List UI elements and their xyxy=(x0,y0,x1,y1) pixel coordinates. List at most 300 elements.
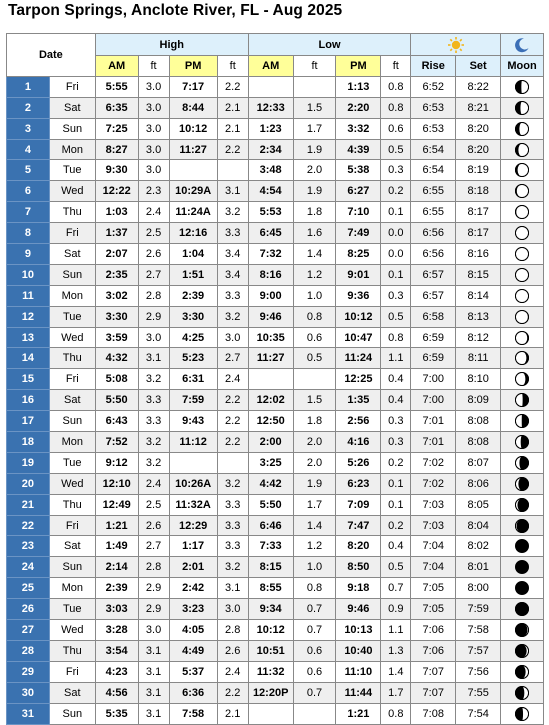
low-pm-height: 0.0 xyxy=(381,244,411,265)
low-am-height xyxy=(293,369,336,390)
moon-phase-icon xyxy=(514,559,530,575)
high-pm-height xyxy=(217,160,248,181)
low-pm-time: 11:24 xyxy=(336,348,381,369)
high-pm-time: 1:51 xyxy=(169,264,217,285)
high-am-height: 3.0 xyxy=(138,118,169,139)
high-pm-height: 2.1 xyxy=(217,97,248,118)
moon-phase-icon xyxy=(514,121,530,137)
low-pm-header: PM xyxy=(336,56,381,77)
moon-phase-cell xyxy=(501,452,544,473)
sunset-time: 8:14 xyxy=(456,285,501,306)
high-am-height: 3.1 xyxy=(138,682,169,703)
high-pm-height: 2.8 xyxy=(217,620,248,641)
moon-phase-cell xyxy=(501,181,544,202)
day-number: 9 xyxy=(7,244,50,265)
high-pm-time: 11:12 xyxy=(169,432,217,453)
header-row-1 xyxy=(7,34,544,56)
low-pm-time: 10:13 xyxy=(336,620,381,641)
low-am-time: 10:35 xyxy=(248,327,293,348)
high-am-time: 9:30 xyxy=(95,160,138,181)
low-am-header: AM xyxy=(248,56,293,77)
low-am-time: 4:42 xyxy=(248,473,293,494)
table-row xyxy=(7,139,544,160)
low-am-height: 2.0 xyxy=(293,452,336,473)
day-number: 21 xyxy=(7,494,50,515)
day-number: 19 xyxy=(7,452,50,473)
sunset-time: 8:11 xyxy=(456,348,501,369)
table-row xyxy=(7,640,544,661)
sunrise-time: 6:55 xyxy=(411,202,456,223)
weekday: Sat xyxy=(49,97,95,118)
low-pm-time: 7:10 xyxy=(336,202,381,223)
sunset-time: 8:17 xyxy=(456,202,501,223)
low-pm-height: 1.3 xyxy=(381,640,411,661)
table-row xyxy=(7,578,544,599)
moon-phase-cell xyxy=(501,264,544,285)
high-pm-height: 2.2 xyxy=(217,139,248,160)
high-am-height: 3.3 xyxy=(138,390,169,411)
table-row xyxy=(7,557,544,578)
low-am-height: 1.7 xyxy=(293,494,336,515)
low-pm-height: 0.1 xyxy=(381,264,411,285)
day-number: 24 xyxy=(7,557,50,578)
high-pm-time: 12:16 xyxy=(169,223,217,244)
sunset-time: 8:08 xyxy=(456,411,501,432)
weekday: Sat xyxy=(49,390,95,411)
moon-phase-icon xyxy=(514,434,530,450)
sunset-time: 8:20 xyxy=(456,139,501,160)
weekday: Mon xyxy=(49,139,95,160)
low-pm-height: 0.6 xyxy=(381,118,411,139)
moon-phase-cell xyxy=(501,97,544,118)
low-pm-height: 0.1 xyxy=(381,202,411,223)
high-am-height: 3.0 xyxy=(138,76,169,97)
low-pm-time: 7:47 xyxy=(336,515,381,536)
high-am-header: AM xyxy=(95,56,138,77)
high-am-time: 2:14 xyxy=(95,557,138,578)
moon-phase-icon xyxy=(514,580,530,596)
low-pm-height: 1.1 xyxy=(381,348,411,369)
low-pm-height: 0.8 xyxy=(381,327,411,348)
low-am-height: 0.6 xyxy=(293,640,336,661)
low-pm-height: 0.5 xyxy=(381,306,411,327)
moon-phase-icon xyxy=(514,497,530,513)
high-pm-height: 2.2 xyxy=(217,390,248,411)
high-am-time: 1:49 xyxy=(95,536,138,557)
table-row xyxy=(7,494,544,515)
sunrise-time: 6:56 xyxy=(411,244,456,265)
sunset-time: 8:04 xyxy=(456,515,501,536)
sunset-time: 7:59 xyxy=(456,599,501,620)
high-am-time: 6:43 xyxy=(95,411,138,432)
high-pm-time: 5:37 xyxy=(169,661,217,682)
low-am-height xyxy=(293,703,336,724)
low-pm-time: 2:56 xyxy=(336,411,381,432)
day-number: 23 xyxy=(7,536,50,557)
sunset-time: 8:21 xyxy=(456,97,501,118)
sunrise-time: 6:54 xyxy=(411,160,456,181)
moon-phase-cell xyxy=(501,76,544,97)
low-pm-time: 1:21 xyxy=(336,703,381,724)
day-number: 27 xyxy=(7,620,50,641)
moon-phase-cell xyxy=(501,223,544,244)
sunset-time: 8:13 xyxy=(456,306,501,327)
low-pm-height: 0.1 xyxy=(381,494,411,515)
high-am-height: 3.1 xyxy=(138,640,169,661)
high-am-height: 2.4 xyxy=(138,202,169,223)
high-pm-height: 3.2 xyxy=(217,306,248,327)
weekday: Fri xyxy=(49,369,95,390)
high-pm-height: 3.1 xyxy=(217,181,248,202)
sunrise-time: 7:02 xyxy=(411,473,456,494)
high-am-height: 3.1 xyxy=(138,703,169,724)
moon-phase-cell xyxy=(501,578,544,599)
high-am-time: 3:03 xyxy=(95,599,138,620)
high-pm-height xyxy=(217,452,248,473)
weekday: Mon xyxy=(49,432,95,453)
sunset-time: 8:20 xyxy=(456,118,501,139)
low-pm-time: 12:25 xyxy=(336,369,381,390)
day-number: 2 xyxy=(7,97,50,118)
low-pm-height: 0.4 xyxy=(381,390,411,411)
sunrise-time: 6:57 xyxy=(411,285,456,306)
high-pm-height: 3.4 xyxy=(217,244,248,265)
low-pm-height: 0.4 xyxy=(381,536,411,557)
low-pm-height: 0.9 xyxy=(381,599,411,620)
low-am-height: 1.4 xyxy=(293,244,336,265)
sunset-time: 7:55 xyxy=(456,682,501,703)
low-am-height: 0.6 xyxy=(293,661,336,682)
high-pm-time: 1:04 xyxy=(169,244,217,265)
table-row xyxy=(7,620,544,641)
high-pm-height: 3.4 xyxy=(217,264,248,285)
sunset-time: 8:10 xyxy=(456,369,501,390)
sunrise-time: 7:04 xyxy=(411,536,456,557)
moon-phase-cell xyxy=(501,244,544,265)
weekday: Wed xyxy=(49,620,95,641)
high-pm-time: 9:43 xyxy=(169,411,217,432)
low-am-height: 1.8 xyxy=(293,411,336,432)
moon-phase-cell xyxy=(501,515,544,536)
low-am-height: 0.5 xyxy=(293,348,336,369)
high-am-height: 3.0 xyxy=(138,620,169,641)
sun-icon xyxy=(447,36,465,54)
low-pm-height: 0.5 xyxy=(381,139,411,160)
low-am-time: 2:34 xyxy=(248,139,293,160)
table-row xyxy=(7,432,544,453)
sunrise-time: 7:05 xyxy=(411,578,456,599)
high-am-time: 12:22 xyxy=(95,181,138,202)
day-number: 30 xyxy=(7,682,50,703)
day-number: 16 xyxy=(7,390,50,411)
moon-phase-cell xyxy=(501,682,544,703)
high-pm-time: 3:23 xyxy=(169,599,217,620)
day-number: 31 xyxy=(7,703,50,724)
low-am-time: 12:02 xyxy=(248,390,293,411)
moon-phase-icon xyxy=(514,142,530,158)
sunrise-time: 7:01 xyxy=(411,411,456,432)
low-am-time: 9:00 xyxy=(248,285,293,306)
low-am-time: 12:50 xyxy=(248,411,293,432)
sunset-time: 8:17 xyxy=(456,223,501,244)
day-number: 28 xyxy=(7,640,50,661)
table-row xyxy=(7,181,544,202)
sunset-time: 8:08 xyxy=(456,432,501,453)
high-pm-time: 4:05 xyxy=(169,620,217,641)
moon-phase-icon xyxy=(514,392,530,408)
low-am-height: 0.8 xyxy=(293,306,336,327)
high-am-height: 3.3 xyxy=(138,411,169,432)
day-number: 29 xyxy=(7,661,50,682)
low-am-height: 1.7 xyxy=(293,118,336,139)
moon-phase-cell xyxy=(501,285,544,306)
table-row xyxy=(7,703,544,724)
low-pm-time: 7:49 xyxy=(336,223,381,244)
sunrise-time: 7:08 xyxy=(411,703,456,724)
day-number: 13 xyxy=(7,327,50,348)
low-am-time: 7:32 xyxy=(248,244,293,265)
high-am-height: 2.3 xyxy=(138,181,169,202)
table-row xyxy=(7,306,544,327)
sunrise-time: 7:03 xyxy=(411,494,456,515)
high-pm-height: 3.3 xyxy=(217,494,248,515)
crescent-moon-icon xyxy=(514,37,530,53)
weekday: Fri xyxy=(49,76,95,97)
moon-phase-cell xyxy=(501,369,544,390)
low-am-time: 11:32 xyxy=(248,661,293,682)
moon-phase-icon xyxy=(514,330,530,346)
high-pm-ft-header: ft xyxy=(217,56,248,77)
low-pm-height: 0.8 xyxy=(381,97,411,118)
weekday: Sun xyxy=(49,411,95,432)
moon-phase-cell xyxy=(501,536,544,557)
sunset-time: 8:18 xyxy=(456,181,501,202)
high-am-height: 2.4 xyxy=(138,473,169,494)
low-pm-time: 11:44 xyxy=(336,682,381,703)
sunrise-time: 7:07 xyxy=(411,661,456,682)
moon-phase-icon xyxy=(514,267,530,283)
low-pm-time: 4:39 xyxy=(336,139,381,160)
moon-phase-icon xyxy=(514,288,530,304)
low-am-height: 0.7 xyxy=(293,682,336,703)
sunrise-time: 7:00 xyxy=(411,390,456,411)
low-pm-height: 0.8 xyxy=(381,703,411,724)
low-am-height: 1.5 xyxy=(293,390,336,411)
day-number: 10 xyxy=(7,264,50,285)
low-pm-height: 0.5 xyxy=(381,557,411,578)
low-pm-height: 0.2 xyxy=(381,181,411,202)
low-pm-time: 4:16 xyxy=(336,432,381,453)
moon-phase-cell xyxy=(501,599,544,620)
moon-phase-icon xyxy=(514,518,530,534)
table-row xyxy=(7,264,544,285)
moon-phase-cell xyxy=(501,118,544,139)
sunrise-time: 6:59 xyxy=(411,327,456,348)
high-am-height: 3.1 xyxy=(138,661,169,682)
low-am-time: 10:12 xyxy=(248,620,293,641)
sunrise-time: 6:54 xyxy=(411,139,456,160)
low-am-time: 8:55 xyxy=(248,578,293,599)
sunrise-time: 6:59 xyxy=(411,348,456,369)
sunrise-time: 7:06 xyxy=(411,620,456,641)
low-am-time: 5:50 xyxy=(248,494,293,515)
high-am-height: 2.7 xyxy=(138,264,169,285)
low-am-height: 1.2 xyxy=(293,264,336,285)
high-am-time: 12:10 xyxy=(95,473,138,494)
high-pm-height: 3.3 xyxy=(217,223,248,244)
high-am-height: 2.6 xyxy=(138,515,169,536)
table-row xyxy=(7,661,544,682)
page-title: Tarpon Springs, Anclote River, FL - Aug 2025 xyxy=(8,2,343,19)
low-am-height: 0.7 xyxy=(293,599,336,620)
low-am-time: 5:53 xyxy=(248,202,293,223)
moon-phase-icon xyxy=(514,622,530,638)
moon-phase-cell xyxy=(501,202,544,223)
high-pm-height: 2.7 xyxy=(217,348,248,369)
high-am-time: 6:35 xyxy=(95,97,138,118)
high-header: High xyxy=(95,34,248,56)
low-pm-height: 0.3 xyxy=(381,285,411,306)
high-am-height: 3.2 xyxy=(138,452,169,473)
table-row xyxy=(7,97,544,118)
table-row xyxy=(7,244,544,265)
moon-phase-cell xyxy=(501,640,544,661)
moon-phase-icon xyxy=(514,476,530,492)
high-pm-time: 2:42 xyxy=(169,578,217,599)
high-pm-time xyxy=(169,160,217,181)
weekday: Fri xyxy=(49,661,95,682)
low-pm-height: 1.7 xyxy=(381,682,411,703)
day-number: 17 xyxy=(7,411,50,432)
high-am-time: 3:54 xyxy=(95,640,138,661)
low-am-time xyxy=(248,369,293,390)
low-pm-time: 9:01 xyxy=(336,264,381,285)
sunrise-time: 6:55 xyxy=(411,181,456,202)
table-row xyxy=(7,348,544,369)
high-pm-height: 3.2 xyxy=(217,202,248,223)
sunset-time: 8:19 xyxy=(456,160,501,181)
sunset-time: 8:09 xyxy=(456,390,501,411)
day-number: 25 xyxy=(7,578,50,599)
sunrise-time: 7:04 xyxy=(411,557,456,578)
moon-phase-icon xyxy=(514,350,530,366)
low-pm-height: 0.7 xyxy=(381,578,411,599)
high-am-height: 3.1 xyxy=(138,348,169,369)
day-number: 18 xyxy=(7,432,50,453)
high-pm-height: 3.0 xyxy=(217,327,248,348)
high-am-height: 3.0 xyxy=(138,97,169,118)
moon-phase-icon xyxy=(514,601,530,617)
day-number: 7 xyxy=(7,202,50,223)
low-am-time: 8:16 xyxy=(248,264,293,285)
low-pm-height: 0.4 xyxy=(381,369,411,390)
weekday: Sun xyxy=(49,703,95,724)
low-pm-height: 0.1 xyxy=(381,473,411,494)
high-pm-time: 11:27 xyxy=(169,139,217,160)
weekday: Fri xyxy=(49,223,95,244)
high-am-time: 2:35 xyxy=(95,264,138,285)
moon-phase-cell xyxy=(501,661,544,682)
high-pm-height: 2.2 xyxy=(217,76,248,97)
table-row xyxy=(7,202,544,223)
high-am-height: 2.5 xyxy=(138,223,169,244)
high-am-ft-header: ft xyxy=(138,56,169,77)
high-am-height: 2.6 xyxy=(138,244,169,265)
weekday: Tue xyxy=(49,306,95,327)
sunrise-time: 7:07 xyxy=(411,682,456,703)
sunset-time: 8:02 xyxy=(456,536,501,557)
sunset-time: 8:00 xyxy=(456,578,501,599)
low-pm-time: 8:25 xyxy=(336,244,381,265)
low-am-height: 1.0 xyxy=(293,285,336,306)
weekday: Sat xyxy=(49,244,95,265)
moon-phase-icon xyxy=(514,685,530,701)
table-row xyxy=(7,390,544,411)
sunrise-time: 6:52 xyxy=(411,76,456,97)
low-am-time: 2:00 xyxy=(248,432,293,453)
weekday: Thu xyxy=(49,202,95,223)
sunrise-time: 7:02 xyxy=(411,452,456,473)
low-am-time: 6:45 xyxy=(248,223,293,244)
weekday: Mon xyxy=(49,578,95,599)
day-number: 11 xyxy=(7,285,50,306)
sunset-time: 8:01 xyxy=(456,557,501,578)
day-number: 26 xyxy=(7,599,50,620)
day-number: 1 xyxy=(7,76,50,97)
high-pm-height: 3.1 xyxy=(217,578,248,599)
low-am-height: 0.6 xyxy=(293,327,336,348)
low-pm-height: 0.3 xyxy=(381,160,411,181)
moon-phase-header: Moon xyxy=(501,56,544,77)
low-am-height: 2.0 xyxy=(293,160,336,181)
moon-phase-cell xyxy=(501,306,544,327)
low-pm-ft-header: ft xyxy=(381,56,411,77)
sunset-time: 8:06 xyxy=(456,473,501,494)
low-am-time: 11:27 xyxy=(248,348,293,369)
high-pm-time: 11:24A xyxy=(169,202,217,223)
low-am-time xyxy=(248,703,293,724)
high-pm-time: 12:29 xyxy=(169,515,217,536)
low-am-time: 7:33 xyxy=(248,536,293,557)
sunset-time: 8:16 xyxy=(456,244,501,265)
low-am-height: 0.8 xyxy=(293,578,336,599)
moon-phase-cell xyxy=(501,432,544,453)
high-am-height: 2.9 xyxy=(138,578,169,599)
moon-header xyxy=(501,34,544,56)
weekday: Tue xyxy=(49,599,95,620)
high-pm-time: 10:26A xyxy=(169,473,217,494)
low-am-time: 8:15 xyxy=(248,557,293,578)
sunrise-time: 6:53 xyxy=(411,97,456,118)
high-pm-height: 3.2 xyxy=(217,473,248,494)
day-number: 20 xyxy=(7,473,50,494)
high-am-time: 4:23 xyxy=(95,661,138,682)
moon-phase-cell xyxy=(501,139,544,160)
high-am-time: 7:25 xyxy=(95,118,138,139)
moon-phase-icon xyxy=(514,706,530,722)
high-am-time: 2:39 xyxy=(95,578,138,599)
table-row xyxy=(7,160,544,181)
moon-phase-cell xyxy=(501,327,544,348)
sunset-time: 8:15 xyxy=(456,264,501,285)
low-pm-height: 0.0 xyxy=(381,223,411,244)
low-am-time: 12:33 xyxy=(248,97,293,118)
moon-phase-cell xyxy=(501,390,544,411)
high-am-time: 1:03 xyxy=(95,202,138,223)
tide-table xyxy=(6,33,544,725)
moon-phase-cell xyxy=(501,473,544,494)
weekday: Thu xyxy=(49,640,95,661)
